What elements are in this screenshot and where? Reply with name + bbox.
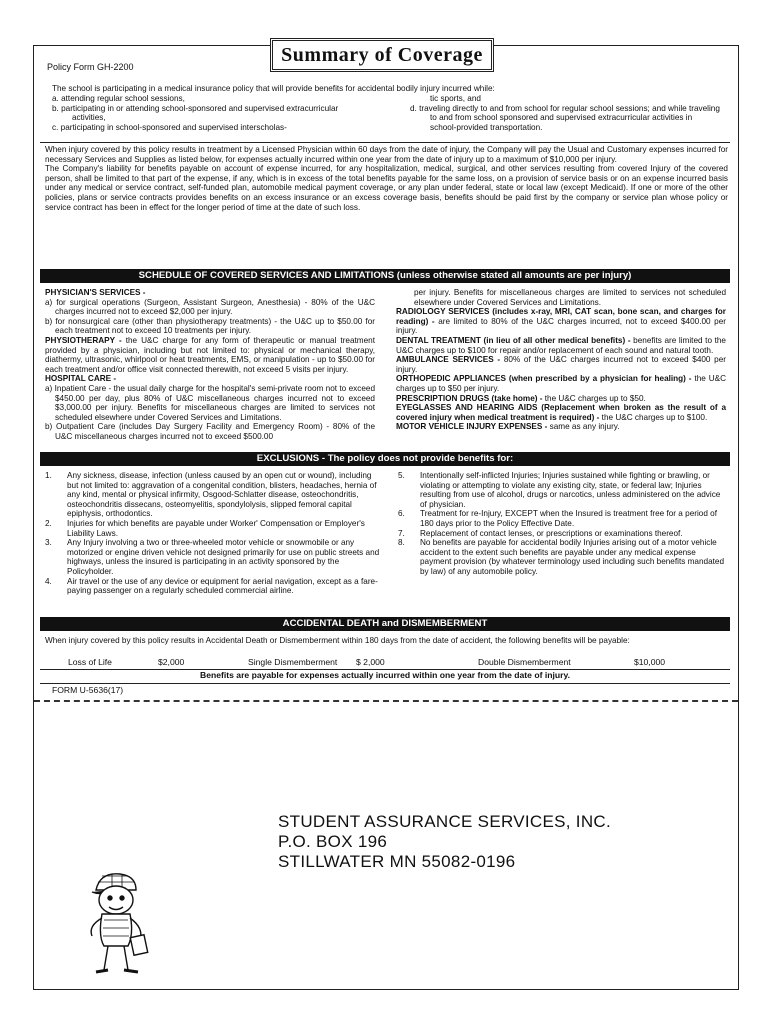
- add-heading: ACCIDENTAL DEATH and DISMEMBERMENT: [40, 617, 730, 631]
- student-mascot-illustration: [82, 866, 152, 982]
- exclusions-right-column: [398, 471, 728, 577]
- exclusion-text: Any sickness, disease, infection (unless caused by an open cut or wound), including but not limited to: aggravation of a congenital condition, blisters, headaches, hernia of any kind, mental or physical infirmity, Osgood-Schlatter disease, osteochondritis, osteochondritis dissecans, osteomyelitis, spondylolysis, slipped femoral capital epiphysis, orthodontics.: [67, 471, 377, 519]
- ambulance-heading: AMBULANCE SERVICES -: [396, 355, 501, 365]
- schedule-heading: SCHEDULE OF COVERED SERVICES AND LIMITATIONS (unless otherwise stated all amounts are per injury): [40, 269, 730, 283]
- exclusion-text: Air travel or the use of any device or equipment for aerial navigation, except as a fare-paying passenger on a regularly scheduled commercial airline.: [67, 576, 378, 596]
- physician-heading: PHYSICIAN'S SERVICES -: [45, 288, 146, 297]
- intro-item-a: a. attending regular school sessions,: [52, 94, 185, 103]
- loss-of-life-value: $2,000: [158, 657, 185, 667]
- radiology-text: are limited to 80% of the U&C charges incurred, not to exceed $400.00 per injury.: [396, 316, 726, 336]
- exclusion-text: Replacement of contact lenses, or prescriptions or examinations thereof.: [420, 528, 683, 538]
- schedule-right-continuation: per injury. Benefits for miscellaneous charges are limited to services not scheduled elsewhere under Covered Services and Limitations.: [414, 288, 726, 307]
- exclusion-text: No benefits are payable for accidental bodily Injuries arising out of a motor vehicle accident to the extent such benefits are payable under any medical expense payment provision (by whatever terminology used including such benefits mandated by law) of any automobile policy.: [420, 538, 725, 576]
- address-line-3: STILLWATER MN 55082-0196: [278, 852, 516, 871]
- intro-item-b: b. participating in or attending school-sponsored and supervised extracurricular activities,: [52, 103, 339, 123]
- intro-right: [410, 94, 720, 132]
- intro-item-c: c. participating in school-sponsored and supervised interscholas-: [52, 122, 287, 132]
- dental-text: benefits are limited to the U&C charges up to $100 for repair and/or replacement of each sound and natural tooth.: [396, 335, 726, 355]
- exclusions-heading: EXCLUSIONS - The policy does not provide benefits for:: [40, 452, 730, 466]
- address-line-2: P.O. BOX 196: [278, 832, 388, 851]
- intro-lead: The school is participating in a medical insurance policy that will provide benefits for accidental bodily injury incurred while:: [52, 84, 495, 93]
- exclusion-number: 8.: [398, 538, 405, 548]
- exclusion-text: Injuries for which benefits are payable under Worker' Compensation or Employer's Liability Laws.: [67, 518, 365, 538]
- exclusion-item: [45, 519, 380, 538]
- orthopedic-text: the U&C charges up to $50 per injury.: [396, 374, 726, 393]
- single-dismemberment-label: Single Dismemberment: [248, 657, 338, 667]
- general-text: [45, 145, 728, 212]
- exclusion-number: 7.: [398, 528, 405, 538]
- dental-heading: DENTAL TREATMENT (in lieu of all other medical benefits) -: [396, 335, 631, 345]
- single-dismemberment-value: $ 2,000: [356, 657, 385, 667]
- hospital-item-a: a) Inpatient Care - the usual daily charge for the hospital's semi-private room not to exceed $450.00 per day, plus 80% of U&C miscellaneous charges incurred not to exceed $3,000.00 per injury. Benefits for miscellaneous charges are limited to services not scheduled elsewhere under Covered Services and Limitations.: [45, 383, 375, 422]
- schedule-left-column: [45, 288, 375, 442]
- physician-item-b: b) for nonsurgical care (other than physiotherapy treatments) - the U&C up to $50.00 for each treatment not to exceed 10 treatments per injury.: [45, 316, 375, 336]
- exclusion-number: 3.: [45, 538, 52, 548]
- motor-vehicle-heading: MOTOR VEHICLE INJURY EXPENSES -: [396, 422, 548, 432]
- exclusion-text: Treatment for re-Injury, EXCEPT when the Insured is treatment free for a period of 180 days prior to the Policy Effective Date.: [420, 509, 718, 528]
- ambulance-text: 80% of the U&C charges incurred not to exceed $400 per injury.: [396, 355, 727, 374]
- hospital-heading: HOSPITAL CARE -: [45, 374, 117, 384]
- prescription-text: the U&C charges up to $50.: [542, 393, 646, 403]
- exclusion-item: [398, 509, 728, 528]
- form-number: FORM U-5636(17): [52, 685, 124, 695]
- eyeglasses-heading: EYEGLASSES AND HEARING AIDS (Replacement when broken as the result of a covered injury when medical treatment is required) -: [396, 403, 726, 422]
- exclusion-number: 6.: [398, 509, 405, 519]
- general-para-2: The Company's liability for benefits payable on account of expense incurred, for any hospitalization, medical, surgical, and other services resulting from covered Injury of the covered person, shall be limited to that part of the expense, if any, which is in excess of the total benefits payable for the same loss, on a provision of service basis or on an expense incurred basis under any medical or service contract, self-funded plan, automobile medical payment coverage, or any plan under federal, state or local law (except Medicaid). If one or more of the other policies, plans or service contracts provides benefits on an excess insurance or an excess coverage basis, benefits should be paid first by the company or service plan whose policy or service contract has been in effect for the longer period of time at the date of such loss.: [45, 164, 728, 212]
- exclusion-item: [398, 529, 728, 539]
- exclusion-item: [45, 471, 380, 519]
- exclusion-text: Any Injury involving a two or three-wheeled motor vehicle or snowmobile or any motorized or engine driven vehicle not designed primarily for use on public streets and highways, unless the insured is participating in an activity sponsored by the Policyholder.: [67, 538, 380, 576]
- double-dismemberment-value: $10,000: [634, 657, 666, 667]
- eyeglasses-text: the U&C charges up to $100.: [599, 412, 708, 422]
- title-box: [270, 38, 494, 72]
- footer-divider: [40, 683, 730, 684]
- exclusion-number: 4.: [45, 576, 52, 586]
- exclusion-item: [398, 471, 728, 509]
- add-text: When injury covered by this policy results in Accidental Death or Dismemberment within 180 days from the date of accident, the following benefits will be payable:: [45, 636, 630, 645]
- intro-divider: [40, 142, 730, 143]
- exclusion-number: 2.: [45, 518, 52, 528]
- exclusions-left-column: [45, 471, 380, 596]
- exclusion-number: 1.: [45, 471, 52, 480]
- tear-line: [34, 700, 738, 702]
- exclusion-text: Intentionally self-inflicted Injuries; Injuries sustained while fighting or brawling, or violating or attempting to violate any existing city, state, or federal law; Injuries resulting from use of alcohol, drugs or narcotics, unless administered on the advice of physician.: [420, 471, 721, 509]
- mailing-address: [278, 812, 611, 872]
- exclusion-number: 5.: [398, 471, 405, 480]
- prescription-heading: PRESCRIPTION DRUGS (take home) -: [396, 393, 543, 403]
- motor-vehicle-text: same as any injury.: [547, 422, 620, 432]
- schedule-right-column: [396, 288, 726, 432]
- exclusion-item: [45, 577, 380, 596]
- loss-of-life-label: Loss of Life: [68, 657, 112, 667]
- double-dismemberment-label: Double Dismemberment: [478, 657, 571, 667]
- intro-left: [52, 94, 372, 132]
- intro-item-c-cont: tic sports, and: [430, 94, 481, 103]
- physician-item-a: a) for surgical operations (Surgeon, Assistant Surgeon, Anesthesia) - 80% of the U&C charges incurred not to exceed $2,000 per injury.: [45, 297, 375, 317]
- policy-form-number: Policy Form GH-2200: [47, 62, 134, 72]
- orthopedic-heading: ORTHOPEDIC APPLIANCES (when prescribed by a physician for healing) -: [396, 374, 692, 384]
- exclusion-item: [45, 538, 380, 576]
- document-title: Summary of Coverage: [281, 43, 483, 66]
- exclusion-item: [398, 538, 728, 576]
- intro-item-d: d. traveling directly to and from school for regular school sessions; and while traveling to and from school sponsored and supervised extracurricular activities in school-provided transportation.: [410, 103, 720, 132]
- physiotherapy-text: the U&C charge for any form of therapeutic or manual treatment provided by a physician, including but not limited to: physical or mechanical therapy, diathermy, ultrasonic, whirlpool or heat treatments, EMS, or manipulation - up to $50.00 for each treatment and/or office visit connected therewith, not exceed 5 visits per injury.: [45, 335, 375, 374]
- radiology-heading: RADIOLOGY SERVICES (includes x-ray, MRI, CAT scan, bone scan, and charges for reading) -: [396, 307, 726, 326]
- general-para-1: When injury covered by this policy results in treatment by a Licensed Physician within 60 days from the date of injury, the Company will pay the Usual and Customary expenses incurred for necessary Services and Supplies as listed below, for expenses actually incurred within one year from the date of injury up to a maximum of $10,000 per injury.: [45, 145, 728, 164]
- benefits-footer-note: Benefits are payable for expenses actually incurred within one year from the date of injury.: [200, 670, 570, 680]
- physiotherapy-heading: PHYSIOTHERAPY -: [45, 335, 122, 345]
- address-line-1: STUDENT ASSURANCE SERVICES, INC.: [278, 812, 611, 831]
- hospital-item-b: b) Outpatient Care (includes Day Surgery Facility and Emergency Room) - 80% of the U&C miscellaneous charges incurred not to exceed $500.00: [45, 422, 375, 441]
